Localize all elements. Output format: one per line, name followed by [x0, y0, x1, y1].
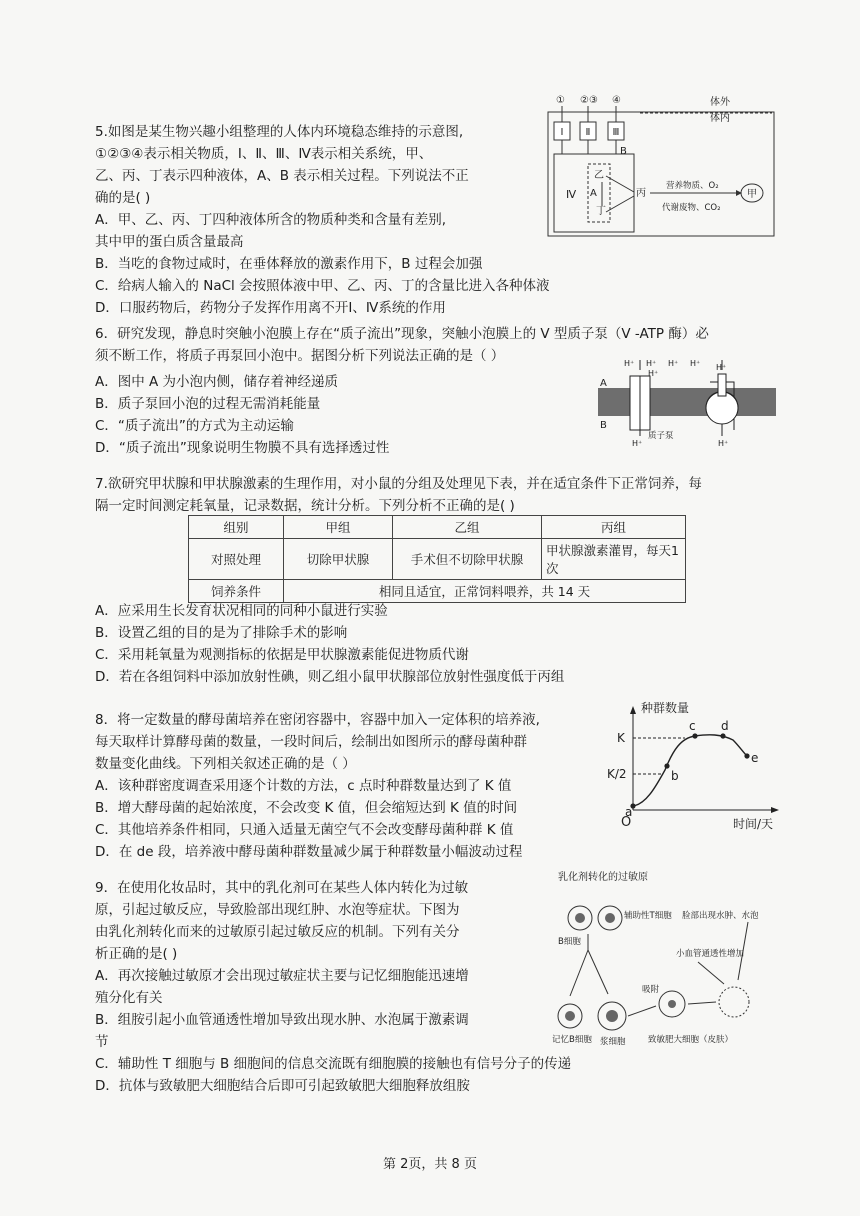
q9-line: 9．在使用化妆品时，其中的乳化剂可在某些人体内转化为过敏 [95, 880, 469, 896]
q5-bing: 丙 [636, 188, 646, 199]
q8-label-c: c [689, 719, 696, 733]
table-cell: 甲状腺激素灌胃，每天1 次 [542, 539, 686, 580]
q7-options [95, 600, 815, 688]
q5-waste: 代谢废物、CO₂ [662, 203, 721, 213]
q9-mast-label: 致敏肥大细胞（皮肤） [648, 1035, 734, 1045]
q6-option-b: B．质子泵回小泡的过程无需消耗能量 [95, 396, 321, 412]
q7-option-c: C．采用耗氧量为观测指标的依据是甲状腺激素能促进物质代谢 [95, 647, 469, 663]
q5-inside-label: 体内 [710, 113, 730, 124]
q7-option-d: D．若在各组饲料中添加放射性碘，则乙组小鼠甲状腺部位放射性强度低于丙组 [95, 669, 565, 685]
q8-point-b [664, 763, 669, 768]
q6-pump-label: 质子泵 [648, 431, 674, 441]
q9-line: 由乳化剂转化而来的过敏原引起过敏反应的机制。下列有关分 [95, 924, 460, 940]
q6-a-label: A [600, 378, 607, 389]
table-cell: 切除甲状腺 [284, 539, 393, 580]
q9-option-a-cont: 殖分化有关 [95, 990, 163, 1006]
q5-option-a-cont: 其中甲的蛋白质含量最高 [95, 234, 244, 250]
q9-memory-label: 记忆B细胞 [552, 1035, 592, 1045]
q5-line: 5.如图是某生物兴趣小组整理的人体内环境稳态维持的示意图, [95, 124, 464, 140]
q9-option-b-cont: 节 [95, 1034, 109, 1050]
q8-growth-curve-chart [605, 700, 795, 840]
q6-b-label: B [600, 420, 607, 431]
q5-line: 确的是( ) [95, 190, 151, 206]
q5-ding: 丁 [596, 206, 606, 217]
table-header-cell: 乙组 [393, 516, 542, 539]
table-header-cell: 组别 [189, 516, 284, 539]
q8-line: 8．将一定数量的酵母菌培养在密闭容器中，容器中加入一定体积的培养液, [95, 712, 540, 728]
q7-line: 隔一定时间测定耗氧量，记录数据，统计分析。下列分析不正确的是( ) [95, 498, 515, 514]
q7-option-b: B．设置乙组的目的是为了排除手术的影响 [95, 625, 348, 641]
q6-proton-pump-diagram [590, 352, 780, 454]
q6-h-8: H⁺ [718, 439, 729, 448]
q8-ylabel: 种群数量 [641, 701, 690, 715]
q9-bcell-label: B细胞 [558, 937, 581, 947]
q8-xlabel: 时间/天 [733, 817, 774, 831]
q5-sys-3: Ⅲ [612, 127, 620, 138]
q8-ytick-k2: K/2 [607, 767, 627, 781]
table-row [189, 516, 686, 539]
q5-option-d: D．口服药物后，药物分子发挥作用离不开Ⅰ、Ⅳ系统的作用 [95, 300, 446, 316]
q5-b-label: B [620, 146, 627, 157]
q6-option-d: D．“质子流出”现象说明生物膜不具有选择透过性 [95, 440, 390, 456]
q8-label-a: a [625, 805, 633, 819]
q9-th-label: 辅助性T细胞 [624, 911, 672, 921]
q9-option-c: C．辅助性 T 细胞与 B 细胞间的信息交流既有细胞膜的接触也有信号分子的传递 [95, 1056, 572, 1072]
q8-point-c [692, 733, 697, 738]
q5-num-1: ① [556, 95, 565, 106]
q9-line: 析正确的是( ) [95, 946, 178, 962]
q9-adsorb-label: 吸附 [642, 985, 660, 995]
q6-h-1: H⁺ [624, 359, 635, 368]
q8-label-b: b [671, 769, 679, 783]
page-footer: 第 2页，共 8 页 [383, 1157, 477, 1172]
q6-h-5: H⁺ [716, 363, 727, 372]
table-cell: 饲养条件 [189, 580, 284, 603]
table-cell: 相同且适宜，正常饲料喂养，共 14 天 [284, 580, 686, 603]
q8-line: 每天取样计算酵母菌的数量，一段时间后，绘制出如图所示的酵母菌种群 [95, 734, 527, 750]
q8-ytick-k: K [617, 731, 625, 745]
q8-label-e: e [751, 751, 759, 765]
q8-option-d: D．在 de 段，培养液中酵母菌种群数量减少属于种群数量小幅波动过程 [95, 844, 523, 860]
q5-sys-1: Ⅰ [560, 127, 564, 138]
q6-h-3: H⁺ [668, 359, 679, 368]
table-row [189, 539, 686, 580]
q5-yi: 乙 [594, 170, 604, 181]
q7-option-a: A．应采用生长发育状况相同的同种小鼠进行实验 [95, 603, 388, 619]
q5-nutrient: 营养物质、O₂ [666, 181, 719, 191]
q5-jia: 甲 [747, 189, 757, 200]
table-header-cell: 丙组 [542, 516, 686, 539]
q8-option-c: C．其他培养条件相同，只通入适量无菌空气不会改变酵母菌种群 K 值 [95, 822, 514, 838]
q5-line: ①②③④表示相关物质，Ⅰ、Ⅱ、Ⅲ、Ⅳ表示相关系统，甲、 [95, 146, 433, 162]
q8-option-b: B．增大酵母菌的起始浓度，不会改变 K 值，但会缩短达到 K 值的时间 [95, 800, 518, 816]
q7-table [188, 515, 686, 603]
question-8 [95, 709, 615, 775]
q9-line: 原，引起过敏反应，导致脸部出现红肿、水泡等症状。下图为 [95, 902, 460, 918]
q8-point-e [744, 753, 749, 758]
table-cell: 对照处理 [189, 539, 284, 580]
q6-h-4: H⁺ [690, 359, 701, 368]
q8-origin: O [621, 815, 632, 830]
q5-option-b: B．当吃的食物过咸时，在垂体释放的激素作用下，B 过程会加强 [95, 256, 483, 272]
question-5 [95, 121, 535, 209]
q9-vessel-label: 小血管通透性增加 [676, 949, 745, 959]
q6-h-2: H⁺ [646, 359, 657, 368]
question-9 [95, 877, 565, 965]
q6-line: 6．研究发现，静息时突触小泡膜上存在“质子流出”现象，突触小泡膜上的 V 型质子泵（V -ATP 酶）必 [95, 326, 709, 342]
q5-sys-2: Ⅱ [585, 127, 591, 138]
q8-point-d [720, 733, 725, 738]
q5-a-label: A [590, 188, 597, 199]
q9-swell-label: 脸部出现水肿、水泡 [682, 911, 759, 921]
q8-line: 数量变化曲线。下列相关叙述正确的是（ ） [95, 756, 356, 772]
q8-label-d: d [721, 719, 729, 733]
q6-line: 须不断工作，将质子再泵回小泡中。据图分析下列说法正确的是（ ） [95, 348, 505, 364]
table-cell: 手术但不切除甲状腺 [393, 539, 542, 580]
q5-sys-4: Ⅳ [566, 188, 577, 201]
q9-allergy-mechanism-diagram [548, 866, 788, 1052]
q5-num-4: ④ [612, 95, 621, 106]
q5-option-a: A．甲、乙、丙、丁四种液体所含的物质种类和含量有差别, [95, 212, 447, 228]
q5-outside-label: 体外 [710, 97, 730, 108]
q9-option-d: D．抗体与致敏肥大细胞结合后即可引起致敏肥大细胞释放组胺 [95, 1078, 470, 1094]
q5-homeostasis-diagram [540, 92, 780, 242]
q6-options [95, 371, 575, 459]
q9-option-b: B．组胺引起小血管通透性增加导致出现水肿、水泡属于激素调 [95, 1012, 469, 1028]
q9-option-a: A．再次接触过敏原才会出现过敏症状主要与记忆细胞能迅速增 [95, 968, 469, 984]
q5-num-23: ②③ [580, 95, 598, 106]
q8-option-a: A．该种群密度调查采用逐个计数的方法，c 点时种群数量达到了 K 值 [95, 778, 512, 794]
q7-line: 7.欲研究甲状腺和甲状腺激素的生理作用，对小鼠的分组及处理见下表，并在适宜条件下正常饲养，每 [95, 476, 702, 492]
q9-plasma-label: 浆细胞 [600, 1037, 626, 1047]
q6-option-c: C．“质子流出”的方式为主动运输 [95, 418, 294, 434]
q5-option-c: C．给病人输入的 NaCl 会按照体液中甲、乙、丙、丁的含量比进入各种体液 [95, 278, 550, 294]
q6-h-6: H⁺ [648, 369, 659, 378]
q5-line: 乙、丙、丁表示四种液体，A、B 表示相关过程。下列说法不正 [95, 168, 469, 184]
question-7 [95, 473, 795, 517]
q8-options [95, 775, 615, 863]
q6-option-a: A．图中 A 为小泡内侧，储存着神经递质 [95, 374, 339, 390]
q6-h-7: H⁺ [632, 439, 643, 448]
q9-options-cont [95, 1053, 815, 1097]
q9-title: 乳化剂转化的过敏原 [558, 872, 648, 883]
table-header-cell: 甲组 [284, 516, 393, 539]
